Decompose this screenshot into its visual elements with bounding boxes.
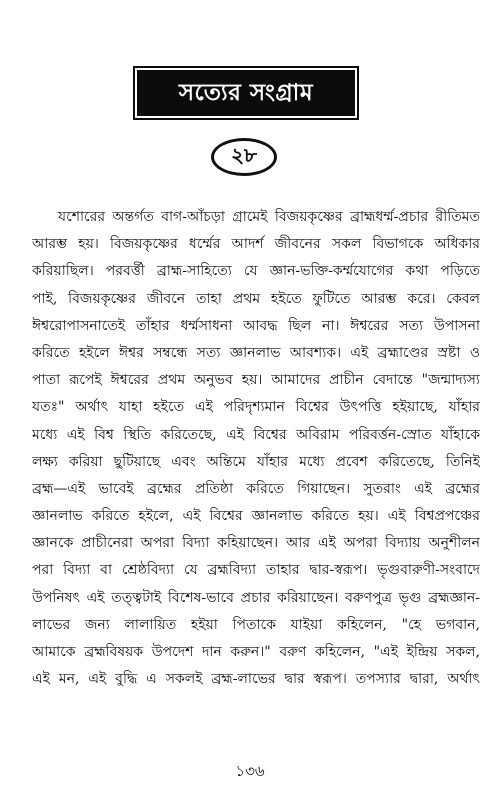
- text-line: উপনিষৎ এই তত্ত্বটাই বিশেষ-ভাবে প্রচার করিয়াছেন। বরুণপুত্র ভৃগু ব্রহ্মজ্ঞান-: [32, 589, 480, 606]
- text-line: করিয়াছিল। পরবর্ত্তী ব্রাহ্ম-সাহিত্যে যে জ্ঞান-ভক্তি-কর্ম্মযোগের কথা পড়িতে: [32, 263, 480, 280]
- text-line: যশোরের অন্তর্গত বাগ-আঁচড়া গ্রামেই বিজয়কৃষ্ণের ব্রাহ্মধর্ম্ম-প্রচার রীতিমত: [58, 209, 480, 225]
- body-paragraph: [32, 204, 480, 693]
- text-line: মধ্যে এই বিশ্ব স্থিতি করিতেছে, এই বিশ্বের অবিরাম পরিবর্ত্তন-স্রোত যাঁহাকে: [32, 426, 480, 443]
- chapter-number-badge: [211, 138, 277, 176]
- text-line: এই মন, এই বুদ্ধি এ সকলই ব্রহ্ম-লাভের দ্বার স্বরূপ। তপস্যার দ্বারা, অর্থাৎ: [32, 671, 480, 688]
- chapter-title: সত্যের সংগ্রাম: [178, 78, 314, 106]
- text-line: ঈশ্বরোপাসনাতেই তাঁহার ধর্ম্মসাধনা আবদ্ধ ছিল না। ঈশ্বরের সত্য উপাসনা: [32, 317, 480, 334]
- chapter-title-banner: [137, 70, 355, 116]
- text-line: করিতে হইলে ঈশ্বর সম্বন্ধে সত্য জ্ঞানলাভ আবশ্যক। এই ব্রহ্মাণ্ডের স্রষ্টা ও: [32, 344, 480, 361]
- page-number: ১৩৬: [235, 762, 265, 780]
- text-line: জ্ঞানলাভ করিতে হইলে, এই বিশ্বের জ্ঞানলাভ করিতে হয়। এই বিশ্বপ্রপঞ্চের: [32, 508, 480, 525]
- text-line: পাতা রূপেই ঈশ্বরের প্রথম অনুভব হয়। আমাদের প্রাচীন বেদান্তে "জন্মাদ্যস্য: [32, 372, 480, 389]
- text-line: ব্রহ্ম—এই ভাবেই ব্রহ্মের প্রতিষ্ঠা করিতে গিয়াছেন। সুতরাং এই ব্রহ্মের: [32, 480, 480, 497]
- text-line: যতঃ" অর্থাৎ যাহা হইতে এই পরিদৃশ্যমান বিশ্বের উৎপত্তি হইয়াছে, যাঁহার: [32, 399, 480, 416]
- text-line: আরম্ভ হয়। বিজয়কৃষ্ণের ধর্ম্মের আদর্শ জীবনের সকল বিভাগকে অধিকার: [32, 236, 480, 253]
- text-line: জ্ঞানকে প্রাচীনেরা অপরা বিদ্যা কহিয়াছেন। আর এই অপরা বিদ্যায় অনুশীলন: [32, 535, 480, 552]
- text-line: পাই, বিজয়কৃষ্ণের জীবনে তাহা প্রথম হইতে ফুটিতে আরম্ভ করে। কেবল: [32, 290, 480, 307]
- chapter-number: ২৮: [231, 142, 257, 167]
- text-line: পরা বিদ্যা বা শ্রেষ্ঠবিদ্যা যে ব্রহ্মবিদ্যা তাহার দ্বার-স্বরূপ। ভৃগুবারুণী-সংবাদে: [32, 562, 480, 579]
- text-line: আমাকে ব্রহ্মবিষয়ক উপদেশ দান করুন।" বরুণ কহিলেন, "এই ইন্দ্রিয় সকল,: [32, 644, 480, 660]
- text-line: লক্ষ্য করিয়া ছুটিয়াছে এবং অন্তিমে যাঁহার মধ্যে প্রবেশ করিতেছে, তিনিই: [32, 453, 480, 470]
- text-line: লাভের জন্য লালায়িত হইয়া পিতাকে যাইয়া কহিলেন, "হে ভগবান,: [32, 616, 480, 633]
